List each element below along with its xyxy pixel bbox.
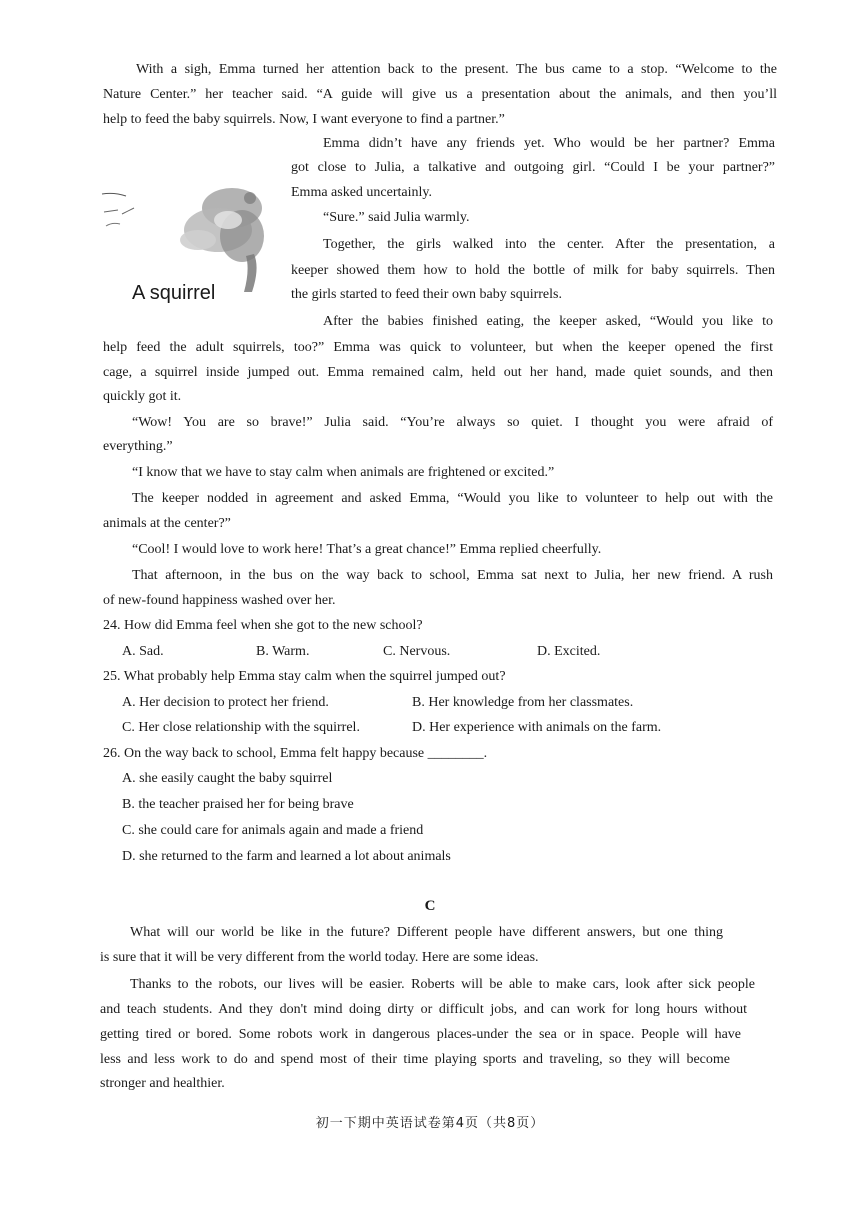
passage-line: “I know that we have to stay calm when animals are frightened or excited.” xyxy=(132,465,555,480)
answer-option: C. Her close relationship with the squirrel. xyxy=(122,720,360,735)
question-stem: 24. How did Emma feel when she got to the new school? xyxy=(103,618,423,633)
answer-option: C. Nervous. xyxy=(383,644,451,659)
passage-line: “Wow! You are so brave!” Julia said. “You’re always so quiet. I thought you were afraid of xyxy=(132,415,773,430)
passage-line: The keeper nodded in agreement and asked Emma, “Would you like to volunteer to help out with the xyxy=(132,491,773,506)
passage-line: everything.” xyxy=(103,439,173,454)
passage-line: cage, a squirrel inside jumped out. Emma remained calm, held out her hand, made quiet sounds, and then xyxy=(103,365,773,380)
answer-option: D. Excited. xyxy=(537,644,601,659)
answer-option: B. Warm. xyxy=(256,644,310,659)
passage-line: What will our world be like in the future? Different people have different answers, but one thing xyxy=(130,925,723,940)
answer-option: D. she returned to the farm and learned a lot about animals xyxy=(122,849,451,864)
passage-line: help to feed the baby squirrels. Now, I want everyone to find a partner.” xyxy=(103,112,505,127)
passage-line: Together, the girls walked into the center. After the presentation, a xyxy=(323,237,775,252)
passage-line: stronger and healthier. xyxy=(100,1076,225,1091)
answer-option: D. Her experience with animals on the farm. xyxy=(412,720,662,735)
question-stem-text: 26. On the way back to school, Emma felt happy because xyxy=(103,746,425,761)
question-stem: 25. What probably help Emma stay calm when the squirrel jumped out? xyxy=(103,669,506,684)
passage-line: “Cool! I would love to work here! That’s a great chance!” Emma replied cheerfully. xyxy=(132,542,602,557)
passage-line: animals at the center?” xyxy=(103,516,231,531)
passage-line: getting tired or bored. Some robots work in dangerous places-under the sea or in space. People will have xyxy=(100,1027,741,1042)
figure-caption: A squirrel xyxy=(132,282,216,304)
passage-line: With a sigh, Emma turned her attention back to the present. The bus came to a stop. “Welcome to the xyxy=(136,62,777,77)
passage-line: help feed the adult squirrels, too?” Emma was quick to volunteer, but when the keeper opened the first xyxy=(103,340,773,355)
passage-line: less and less work to do and spend most of their time playing sports and traveling, so they will become xyxy=(100,1052,730,1067)
passage-line: Emma didn’t have any friends yet. Who would be her partner? Emma xyxy=(323,136,775,151)
answer-blank: ________. xyxy=(427,746,488,761)
answer-option: B. Her knowledge from her classmates. xyxy=(412,695,634,710)
passage-line: quickly got it. xyxy=(103,389,182,404)
passage-line: and teach students. And they don't mind doing dirty or difficult jobs, and can work for long hours without xyxy=(100,1002,747,1017)
passage-line: “Sure.” said Julia warmly. xyxy=(323,210,470,225)
answer-option: B. the teacher praised her for being brave xyxy=(122,797,354,812)
passage-line: Thanks to the robots, our lives will be easier. Roberts will be able to make cars, look after sick people xyxy=(130,977,755,992)
passage-line: After the babies finished eating, the keeper asked, “Would you like to xyxy=(323,314,773,329)
question-stem xyxy=(103,744,487,764)
answer-option: A. she easily caught the baby squirrel xyxy=(122,771,333,786)
passage-line: the girls started to feed their own baby squirrels. xyxy=(291,287,562,302)
page-footer: 初一下期中英语试卷第4页（共8页） xyxy=(315,1116,545,1131)
passage-line: is sure that it will be very different from the world today. Here are some ideas. xyxy=(100,950,539,965)
answer-option: A. Her decision to protect her friend. xyxy=(122,695,329,710)
answer-option: C. she could care for animals again and made a friend xyxy=(122,823,424,838)
passage-line: of new-found happiness washed over her. xyxy=(103,593,336,608)
section-heading: C xyxy=(424,898,436,914)
passage-line: Nature Center.” her teacher said. “A guide will give us a presentation about the animals, and then you’ll xyxy=(103,87,777,102)
answer-option: A. Sad. xyxy=(122,644,164,659)
passage-line: That afternoon, in the bus on the way back to school, Emma sat next to Julia, her new friend. A rush xyxy=(132,568,773,583)
passage-line: Emma asked uncertainly. xyxy=(291,185,432,200)
passage-line: keeper showed them how to hold the bottle of milk for baby squirrels. Then xyxy=(291,263,775,278)
passage-line: got close to Julia, a talkative and outgoing girl. “Could I be your partner?” xyxy=(291,160,775,175)
